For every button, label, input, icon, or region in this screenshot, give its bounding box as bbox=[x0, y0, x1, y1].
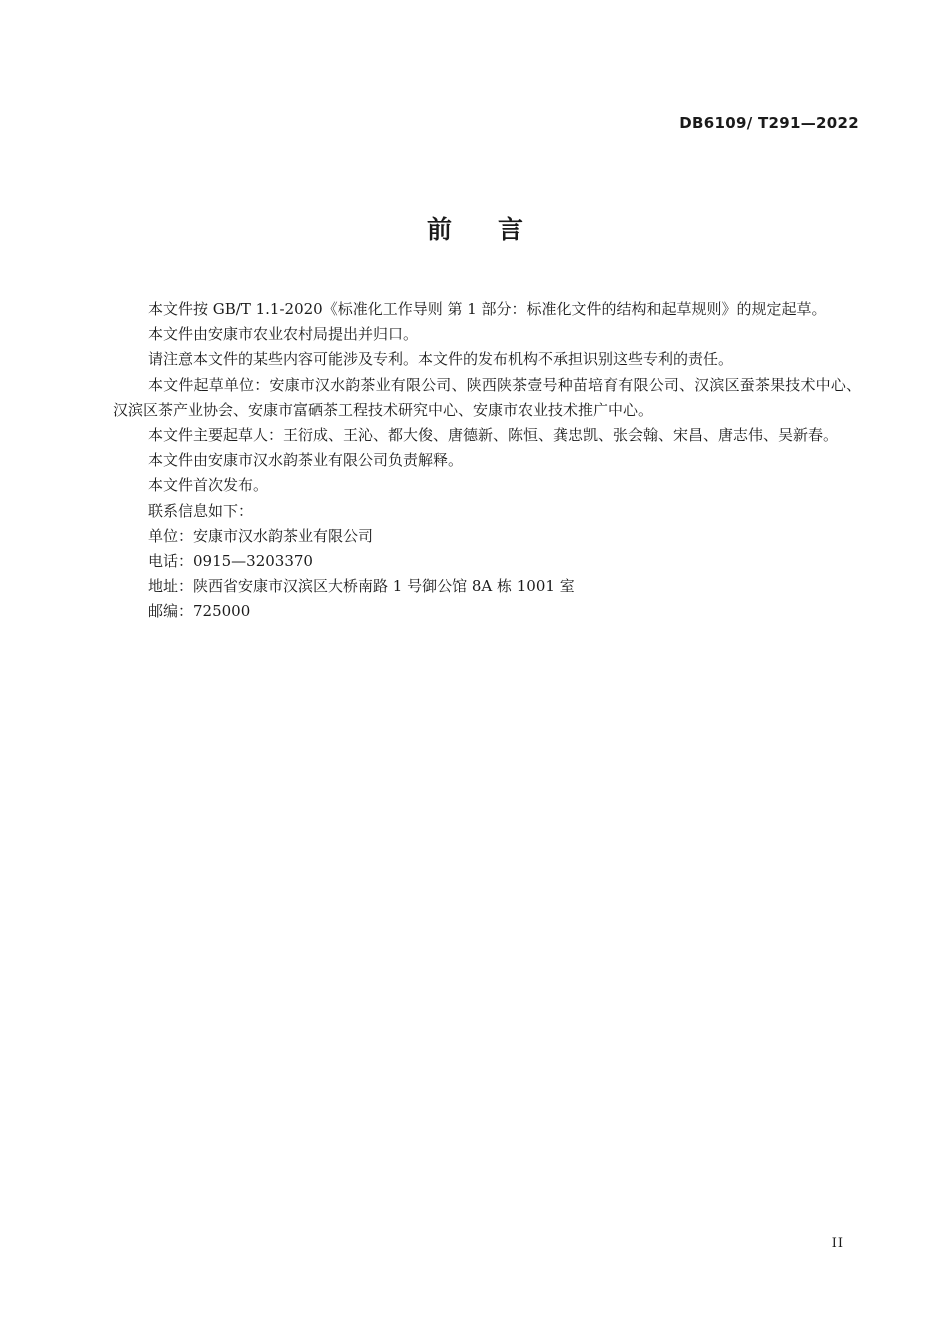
paragraph-drafting-rules: 本文件按 GB/T 1.1-2020《标准化工作导则 第 1 部分：标准化文件的结构和起草规则》的规定起草。 bbox=[148, 300, 827, 318]
contact-phone: 电话：0915—3203370 bbox=[148, 552, 313, 571]
document-code: DB6109/ T291—2022 bbox=[679, 114, 859, 132]
page-title: 前言 bbox=[426, 215, 569, 244]
page-number: II bbox=[831, 1236, 844, 1251]
contact-address: 地址：陕西省安康市汉滨区大桥南路 1 号御公馆 8A 栋 1001 室 bbox=[148, 577, 575, 596]
contact-unit: 单位：安康市汉水韵茶业有限公司 bbox=[148, 526, 374, 545]
paragraph-interpretation: 本文件由安康市汉水韵茶业有限公司负责解释。 bbox=[148, 451, 464, 470]
paragraph-drafting-units: 本文件起草单位：安康市汉水韵茶业有限公司、陕西陕茶壹号种苗培育有限公司、汉滨区蚕茶果技术中心、汉滨区茶产业协会、安康市富硒茶工程技术研究中心、安康市农业技术推广中心。 bbox=[113, 375, 861, 419]
paragraph-first-release: 本文件首次发布。 bbox=[148, 476, 269, 495]
contact-postcode: 邮编：725000 bbox=[148, 602, 251, 621]
paragraph-main-drafters: 本文件主要起草人：王衍成、王沁、都大俊、唐德新、陈恒、龚忠凯、张会翰、宋昌、唐志伟、吴新春。 bbox=[148, 426, 839, 445]
paragraph-patent-notice: 请注意本文件的某些内容可能涉及专利。本文件的发布机构不承担识别这些专利的责任。 bbox=[148, 350, 734, 369]
paragraph-contact-intro: 联系信息如下： bbox=[148, 501, 254, 520]
paragraph-proposer: 本文件由安康市农业农村局提出并归口。 bbox=[148, 325, 419, 344]
foreword-body bbox=[113, 297, 861, 625]
